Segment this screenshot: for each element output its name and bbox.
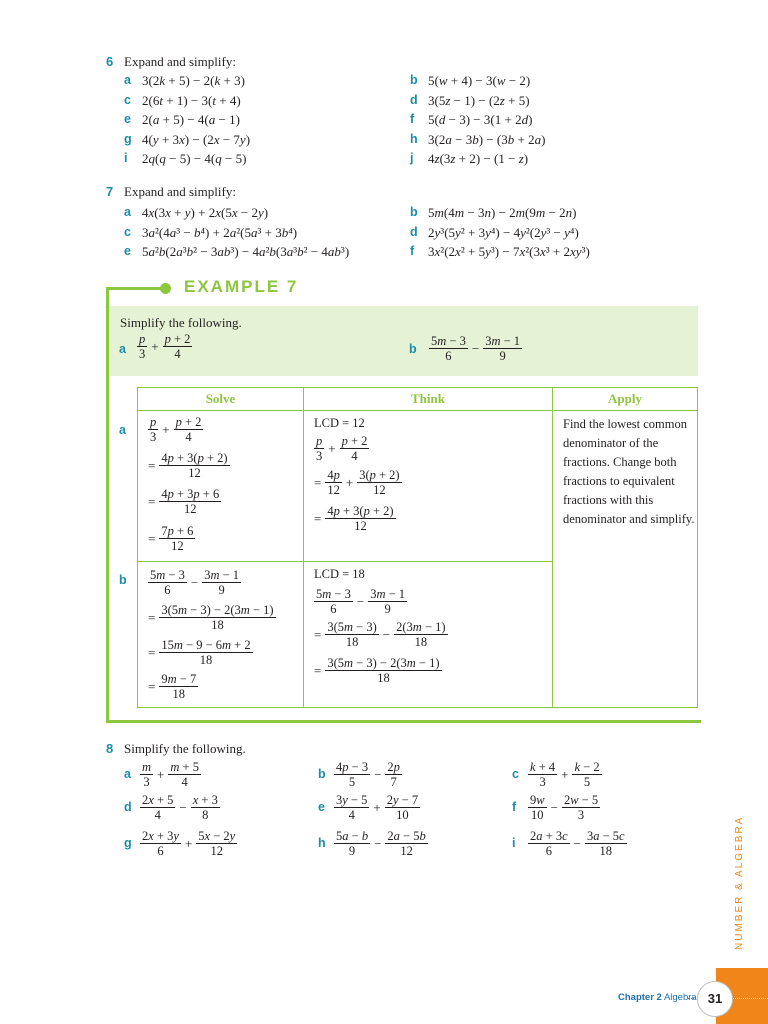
section-sidebar-label: NUMBER & ALGEBRA [734, 815, 745, 950]
q6-expression-e: 2(a + 5) − 4(a − 1) [142, 112, 240, 127]
question-8-title: Simplify the following. [124, 741, 246, 756]
solve-cell-b [138, 562, 304, 708]
q8-expression-c: $\frac{k + 4}{3}$ + $\frac{k - 2}{5}$ [530, 760, 600, 789]
solve-b-step-1: $\frac{5m - 3}{6}$ − $\frac{3m - 1}{9}$ [150, 568, 240, 597]
question-7-number: 7 [106, 184, 114, 199]
solve-a-step-4: = $\frac{7p + 6}{12}$ [148, 524, 194, 553]
question-7-title: Expand and simplify: [124, 184, 236, 199]
q6-label-b: b [410, 73, 418, 87]
q7-label-e: e [124, 244, 131, 258]
question-6-title: Expand and simplify: [124, 54, 236, 69]
q6-label-h: h [410, 131, 418, 146]
q6-label-j: j [410, 151, 414, 165]
q8-expression-i: $\frac{2a + 3c}{6}$ − $\frac{3a - 5c}{18}$ [530, 829, 625, 858]
think-a-step-2: = $\frac{4p}{12}$ + $\frac{3(p + 2)}{12}$ [314, 468, 400, 497]
solve-a-step-1: $\frac{p}{3}$ + $\frac{p + 2}{4}$ [150, 415, 202, 444]
q8-label-b: b [318, 767, 326, 781]
example-prompt [109, 306, 698, 376]
example-header-line [106, 287, 166, 290]
solve-a-step-3: = $\frac{4p + 3p + 6}{12}$ [148, 487, 220, 516]
example-title: EXAMPLE 7 [184, 277, 299, 296]
q7-expression-f: 3x²(2x² + 5y³) − 7x²(3x³ + 2xy³) [428, 244, 590, 259]
q6-label-e: e [124, 112, 131, 126]
think-a-step-3: = $\frac{4p + 3(p + 2)}{12}$ [314, 504, 394, 533]
think-header: Think [304, 388, 553, 411]
think-b-lcd: LCD = 18 [314, 567, 365, 581]
q6-expression-d: 3(5z − 1) − (2z + 5) [428, 92, 530, 108]
q7-label-d: d [410, 224, 418, 239]
q8-label-h: h [318, 836, 326, 850]
footer-chapter-number: Chapter 2 [618, 992, 662, 1003]
apply-text: Find the lowest common denominator of the fractions. Change both fractions to equivalent fractions with this denominator and simplify. [563, 417, 695, 526]
q8-expression-e: $\frac{3y - 5}{4}$ + $\frac{2y - 7}{10}$ [336, 793, 419, 822]
solve-b-step-4: = $\frac{9m - 7}{18}$ [148, 672, 197, 701]
think-b-step-3: = $\frac{3(5m - 3) - 2(3m - 1)}{18}$ [314, 656, 440, 685]
q6-label-i: i [124, 151, 128, 165]
solution-b-label: b [119, 573, 127, 587]
q6-expression-j: 4z(3z + 2) − (1 − z) [428, 151, 529, 166]
think-b-step-1: $\frac{5m - 3}{6}$ − $\frac{3m - 1}{9}$ [316, 587, 406, 616]
q6-expression-g: 4(y + 3x) − (2x − 7y) [142, 131, 251, 147]
think-a-lcd: LCD = 12 [314, 416, 365, 430]
question-8-number: 8 [106, 741, 114, 756]
q6-expression-c: 2(6t + 1) − 3(t + 4) [142, 92, 241, 108]
apply-cell [553, 411, 698, 708]
footer-chapter [618, 992, 697, 1003]
example-prompt-text: Simplify the following. [120, 315, 242, 330]
solve-b-step-2: = $\frac{3(5m - 3) - 2(3m - 1)}{18}$ [148, 603, 274, 632]
solve-header: Solve [138, 388, 304, 411]
q8-expression-a: $\frac{m}{3}$ + $\frac{m + 5}{4}$ [142, 760, 199, 789]
footer-section: Algebra [663, 992, 697, 1003]
q8-expression-f: $\frac{9w}{10}$ − $\frac{2w - 5}{3}$ [530, 793, 599, 822]
example-part-b-expression: $\frac{5m - 3}{6}$ − $\frac{3m - 1}{9}$ [431, 334, 521, 363]
q6-label-c: c [124, 92, 131, 107]
page-number: 31 [697, 981, 733, 1017]
q8-expression-g: $\frac{2x + 3y}{6}$ + $\frac{5x - 2y}{12}$ [142, 829, 236, 858]
apply-header: Apply [553, 388, 698, 411]
q8-label-g: g [124, 836, 132, 850]
q7-expression-b: 5m(4m − 3n) − 2m(9m − 2n) [428, 205, 577, 220]
q6-label-d: d [410, 92, 418, 107]
q7-label-c: c [124, 224, 131, 239]
q8-label-i: i [512, 836, 516, 850]
think-cell-a [304, 411, 553, 562]
q7-expression-d: 2y³(5y² + 3y⁴) − 4y²(2y³ − y⁴) [428, 224, 579, 240]
q8-expression-b: $\frac{4p - 3}{5}$ − $\frac{2p}{7}$ [336, 760, 400, 789]
q8-label-f: f [512, 800, 517, 814]
q8-expression-d: $\frac{2x + 5}{4}$ − $\frac{x + 3}{8}$ [142, 793, 218, 822]
example-part-a-expression: $\frac{p}{3}$ + $\frac{p + 2}{4}$ [139, 332, 191, 361]
q8-label-c: c [512, 767, 519, 781]
solution-a-label: a [119, 423, 126, 437]
q7-expression-a: 4x(3x + y) + 2x(5x − 2y) [142, 205, 269, 220]
q6-label-f: f [410, 112, 415, 126]
example-part-a-label: a [119, 342, 126, 356]
q7-expression-e: 5a²b(2a³b² − 3ab³) − 4a²b(3a³b² − 4ab³) [142, 244, 350, 259]
solve-think-apply-table [137, 387, 698, 708]
q7-label-b: b [410, 205, 418, 219]
q6-expression-i: 2q(q − 5) − 4(q − 5) [142, 151, 247, 166]
q7-label-a: a [124, 205, 131, 219]
q8-label-d: d [124, 800, 132, 814]
q7-expression-c: 3a²(4a³ − b⁴) + 2a²(5a³ + 3b⁴) [142, 224, 298, 240]
q7-label-f: f [410, 244, 415, 258]
q8-label-e: e [318, 800, 325, 814]
q6-label-g: g [124, 131, 132, 146]
solve-cell-a [138, 411, 304, 562]
q6-expression-f: 5(d − 3) − 3(1 + 2d) [428, 112, 533, 127]
solve-a-step-2: = $\frac{4p + 3(p + 2)}{12}$ [148, 451, 228, 480]
question-6-number: 6 [106, 54, 114, 69]
think-cell-b [304, 562, 553, 708]
solve-b-step-3: = $\frac{15m - 9 - 6m + 2}{18}$ [148, 638, 251, 667]
think-b-step-2: = $\frac{3(5m - 3)}{18}$ − $\frac{2(3m - 1)}{18}$ [314, 620, 446, 649]
q6-expression-b: 5(w + 4) − 3(w − 2) [428, 73, 531, 88]
q8-label-a: a [124, 767, 131, 781]
q6-label-a: a [124, 73, 131, 87]
footer-dots [733, 998, 768, 999]
q6-expression-a: 3(2k + 5) − 2(k + 3) [142, 73, 245, 88]
example-header-dot [160, 283, 171, 294]
q6-expression-h: 3(2a − 3b) − (3b + 2a) [428, 131, 546, 147]
example-part-b-label: b [409, 342, 417, 356]
think-a-step-1: $\frac{p}{3}$ + $\frac{p + 2}{4}$ [316, 434, 368, 463]
q8-expression-h: $\frac{5a - b}{9}$ − $\frac{2a - 5b}{12}$ [336, 829, 426, 858]
